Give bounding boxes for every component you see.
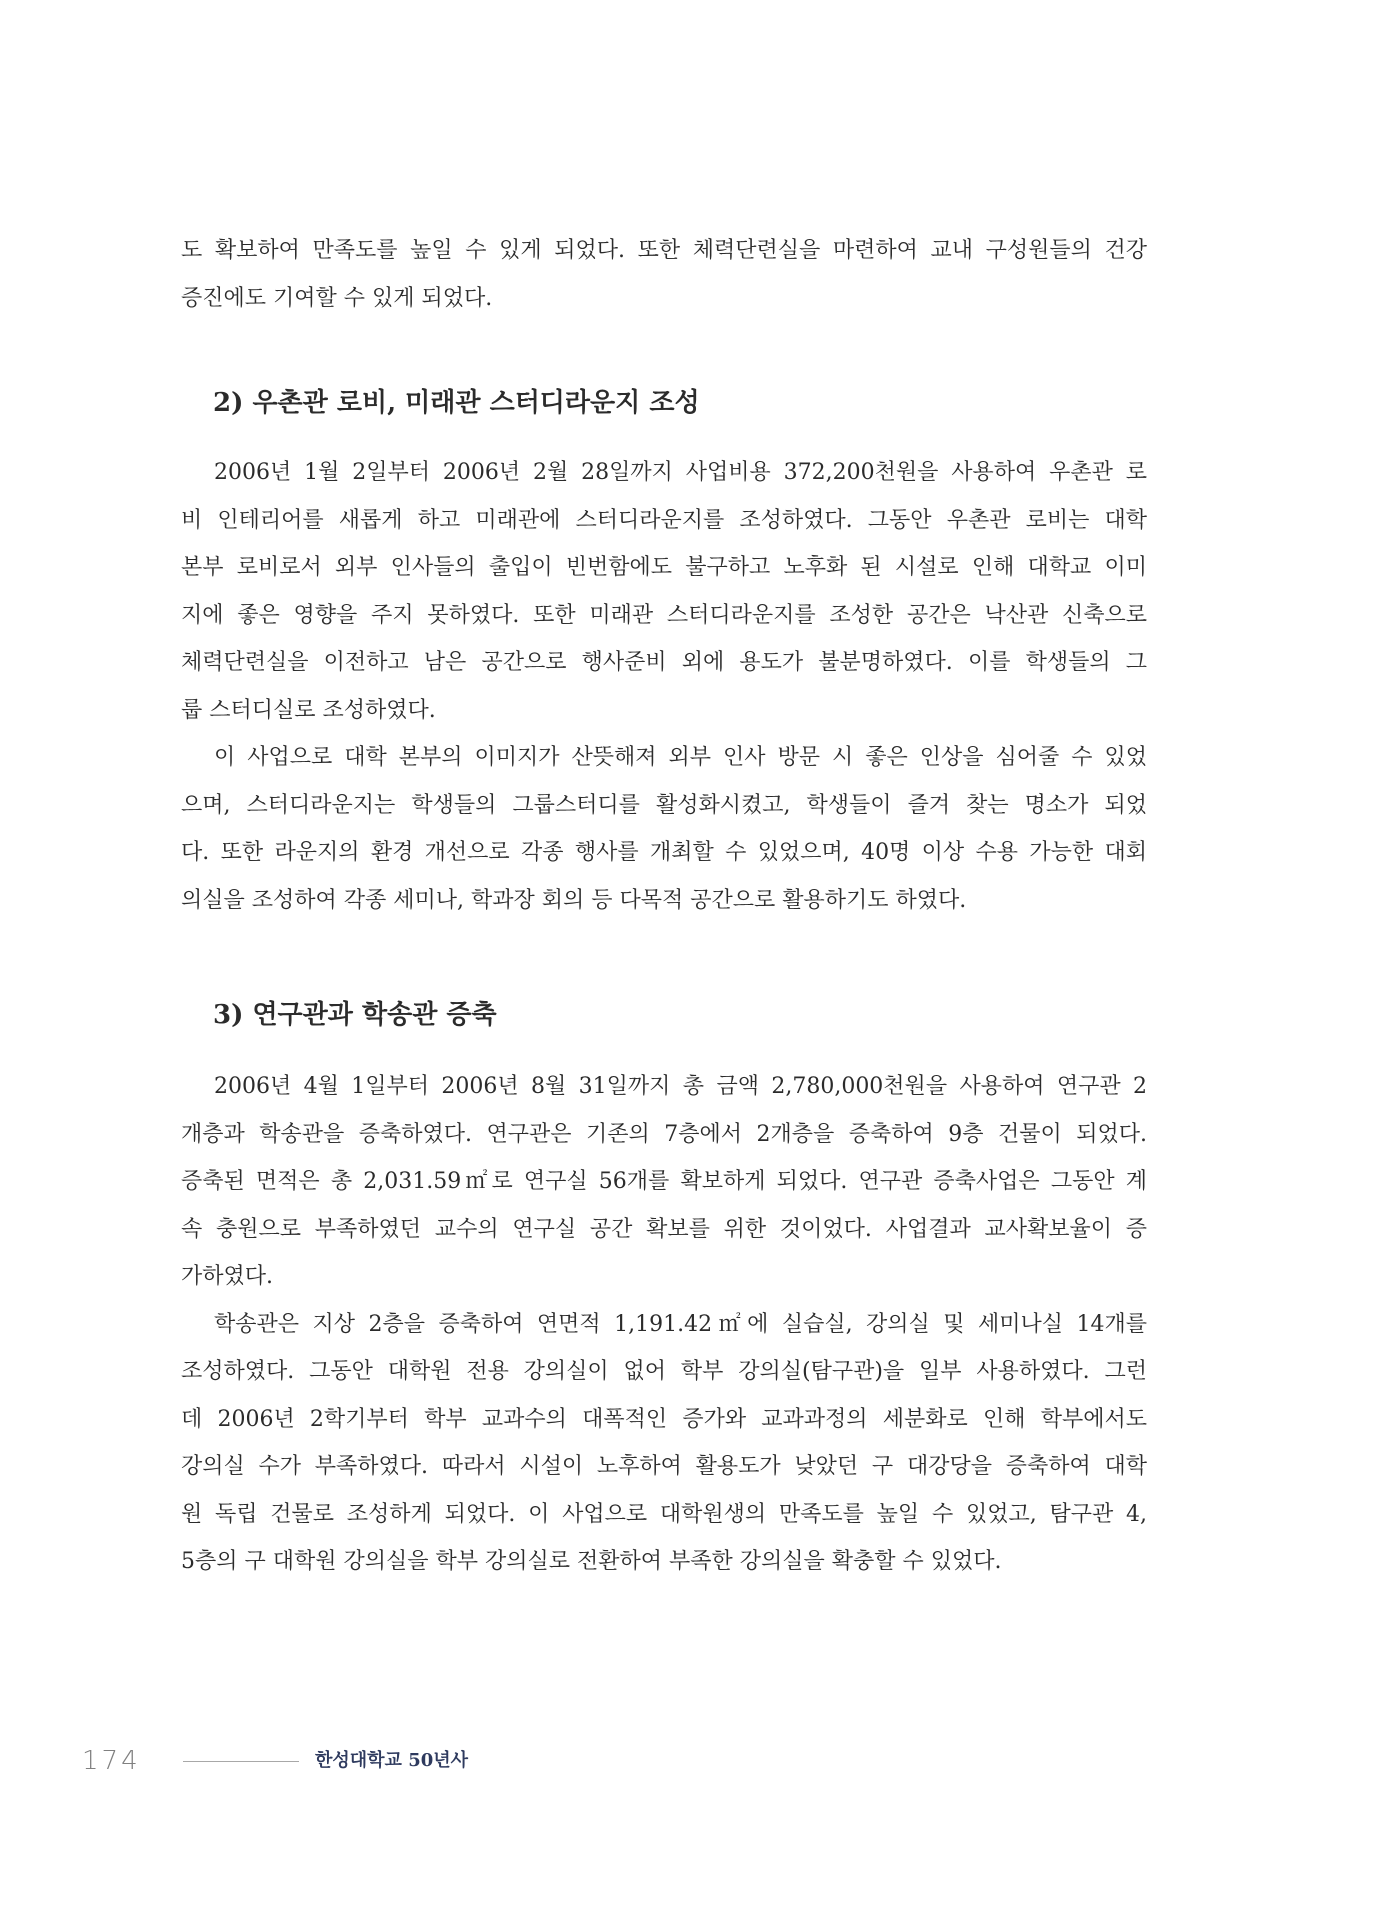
page-number: 174 <box>82 1746 141 1776</box>
text-line: 증축된 면적은 총 2,031.59㎡로 연구실 56개를 확보하게 되었다. 연구관 증축사업은 그동안 계 <box>181 1169 1147 1194</box>
text-line: 의실을 조성하여 각종 세미나, 학과장 회의 등 다목적 공간으로 활용하기도 하였다. <box>181 887 967 913</box>
text-line: 다. 또한 라운지의 환경 개선으로 각종 행사를 개최할 수 있었으며, 40명 이상 수용 가능한 대회 <box>181 840 1147 865</box>
text-line: 체력단련실을 이전하고 남은 공간으로 행사준비 외에 용도가 불분명하였다. 이를 학생들의 그 <box>181 650 1147 675</box>
section-heading: 2) 우촌관 로비, 미래관 스터디라운지 조성 <box>213 388 700 418</box>
text-line: 5층의 구 대학원 강의실을 학부 강의실로 전환하여 부족한 강의실을 확충할 수 있었다. <box>181 1549 1002 1574</box>
text-line: 개층과 학송관을 증축하였다. 연구관은 기존의 7층에서 2개층을 증축하여 9층 건물이 되었다. <box>181 1121 1147 1147</box>
text-line: 비 인테리어를 새롭게 하고 미래관에 스터디라운지를 조성하였다. 그동안 우촌관 로비는 대학 <box>181 507 1147 533</box>
body-paragraph <box>181 1301 1147 1586</box>
footer-rule <box>183 1761 299 1762</box>
text-line: 2006년 1월 2일부터 2006년 2월 28일까지 사업비용 372,200천원을 사용하여 우촌관 로 <box>214 460 1147 485</box>
text-line: 속 충원으로 부족하였던 교수의 연구실 공간 확보를 위한 것이었다. 사업결과 교사확보율이 증 <box>181 1216 1147 1242</box>
continued-paragraph <box>181 227 1147 322</box>
body-paragraph <box>181 1063 1147 1301</box>
book-title: 한성대학교 50년사 <box>315 1750 469 1771</box>
text-line: 조성하였다. 그동안 대학원 전용 강의실이 없어 학부 강의실(탐구관)을 일부 사용하였다. 그런 <box>181 1359 1147 1384</box>
body-paragraph <box>181 449 1147 734</box>
section-heading: 3) 연구관과 학송관 증축 <box>213 1000 497 1030</box>
text-line: 룹 스터디실로 조성하였다. <box>181 697 436 723</box>
text-line: 증진에도 기여할 수 있게 되었다. <box>181 285 493 311</box>
text-line: 원 독립 건물로 조성하게 되었다. 이 사업으로 대학원생의 만족도를 높일 수 있었고, 탐구관 4, <box>181 1501 1147 1527</box>
text-line: 2006년 4월 1일부터 2006년 8월 31일까지 총 금액 2,780,000천원을 사용하여 연구관 2 <box>214 1074 1147 1099</box>
section-body <box>181 449 1147 924</box>
text-line: 으며, 스터디라운지는 학생들의 그룹스터디를 활성화시켰고, 학생들이 즐겨 찾는 명소가 되었 <box>181 792 1147 818</box>
section-body <box>181 1063 1147 1586</box>
text-line: 본부 로비로서 외부 인사들의 출입이 빈번함에도 불구하고 노후화 된 시설로 인해 대학교 이미 <box>181 555 1147 580</box>
text-line: 강의실 수가 부족하였다. 따라서 시설이 노후하여 활용도가 낮았던 구 대강당을 증축하여 대학 <box>181 1454 1147 1479</box>
text-line: 도 확보하여 만족도를 높일 수 있게 되었다. 또한 체력단련실을 마련하여 교내 구성원들의 건강 <box>181 238 1147 263</box>
text-line: 가하였다. <box>181 1264 274 1289</box>
text-line: 데 2006년 2학기부터 학부 교과수의 대폭적인 증가와 교과과정의 세분화로 인해 학부에서도 <box>181 1406 1147 1432</box>
text-line: 학송관은 지상 2층을 증축하여 연면적 1,191.42㎡에 실습실, 강의실 및 세미나실 14개를 <box>214 1311 1147 1337</box>
text-line: 지에 좋은 영향을 주지 못하였다. 또한 미래관 스터디라운지를 조성한 공간은 낙산관 신축으로 <box>181 602 1147 628</box>
body-paragraph <box>181 734 1147 924</box>
text-line: 이 사업으로 대학 본부의 이미지가 산뜻해져 외부 인사 방문 시 좋은 인상을 심어줄 수 있었 <box>214 745 1147 770</box>
